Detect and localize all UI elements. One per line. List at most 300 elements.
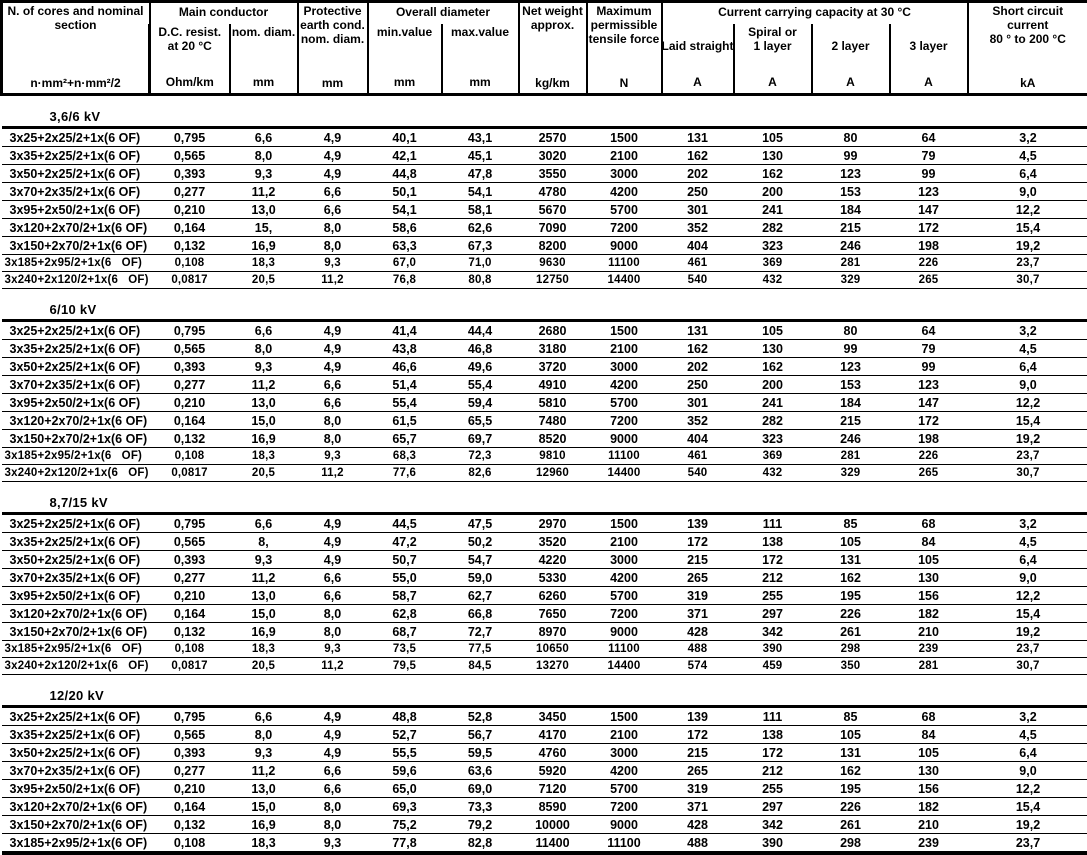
table-row — [2, 358, 1087, 376]
value-cell: 162 — [812, 569, 890, 587]
value-cell: 130 — [890, 569, 968, 587]
header-text: section — [54, 18, 96, 32]
value-cell: 0,132 — [150, 816, 230, 834]
header-text: Spiral or — [748, 25, 797, 39]
value-cell: 9,0 — [968, 183, 1087, 201]
value-cell: 63,3 — [368, 237, 442, 255]
value-cell: 15,4 — [968, 605, 1087, 623]
header-text: approx. — [531, 18, 574, 32]
cable-type-cell: 3x120+2x70/2+1x(6 OF) — [2, 798, 150, 816]
value-cell: 212 — [734, 569, 812, 587]
value-cell: 281 — [890, 658, 968, 675]
value-cell: 10000 — [519, 816, 587, 834]
value-cell: 12960 — [519, 465, 587, 482]
value-cell: 371 — [662, 605, 734, 623]
value-cell: 4220 — [519, 551, 587, 569]
value-cell: 18,3 — [230, 641, 298, 658]
value-cell: 2100 — [587, 726, 662, 744]
value-cell: 261 — [812, 816, 890, 834]
value-cell: 139 — [662, 707, 734, 726]
header-text: 3 layer — [909, 39, 947, 53]
value-cell: 390 — [734, 641, 812, 658]
value-cell: 105 — [734, 128, 812, 147]
value-cell: 47,2 — [368, 533, 442, 551]
value-cell: 202 — [662, 358, 734, 376]
value-cell: 3,2 — [968, 707, 1087, 726]
value-cell: 77,8 — [368, 834, 442, 854]
value-cell: 19,2 — [968, 430, 1087, 448]
value-cell: 80,8 — [442, 272, 519, 289]
table-row — [2, 412, 1087, 430]
value-cell: 8, — [230, 533, 298, 551]
table-row — [2, 726, 1087, 744]
value-cell: 123 — [812, 165, 890, 183]
value-cell: 4,9 — [298, 707, 368, 726]
group-header-main-conductor — [150, 2, 298, 25]
table-row — [2, 605, 1087, 623]
table-row — [2, 183, 1087, 201]
value-cell: 11100 — [587, 834, 662, 854]
value-cell: 4200 — [587, 183, 662, 201]
value-cell: 4,5 — [968, 726, 1087, 744]
value-cell: 131 — [662, 128, 734, 147]
value-cell: 62,6 — [442, 219, 519, 237]
value-cell: 298 — [812, 834, 890, 854]
value-cell: 43,1 — [442, 128, 519, 147]
value-cell: 369 — [734, 448, 812, 465]
value-cell: 23,7 — [968, 834, 1087, 854]
col-header-max-value — [442, 24, 519, 95]
value-cell: 215 — [812, 412, 890, 430]
value-cell: 4,9 — [298, 514, 368, 533]
table-row — [2, 658, 1087, 675]
value-cell: 281 — [812, 255, 890, 272]
section-title: 8,7/15 kV — [2, 482, 1087, 514]
value-cell: 4,9 — [298, 340, 368, 358]
value-cell: 54,7 — [442, 551, 519, 569]
value-cell: 4,9 — [298, 744, 368, 762]
value-cell: 69,3 — [368, 798, 442, 816]
value-cell: 5700 — [587, 587, 662, 605]
value-cell: 82,6 — [442, 465, 519, 482]
value-cell: 59,0 — [442, 569, 519, 587]
value-cell: 59,6 — [368, 762, 442, 780]
value-cell: 172 — [890, 219, 968, 237]
value-cell: 4,9 — [298, 321, 368, 340]
value-cell: 226 — [890, 448, 968, 465]
value-cell: 172 — [734, 744, 812, 762]
value-cell: 11400 — [519, 834, 587, 854]
value-cell: 281 — [812, 448, 890, 465]
value-cell: 0,795 — [150, 321, 230, 340]
header-unit: A — [924, 75, 933, 91]
value-cell: 69,7 — [442, 430, 519, 448]
header-text: nom. diam. — [232, 25, 295, 39]
table-row — [2, 587, 1087, 605]
value-cell: 0,277 — [150, 569, 230, 587]
value-cell: 6,6 — [230, 707, 298, 726]
value-cell: 8,0 — [298, 605, 368, 623]
value-cell: 9000 — [587, 816, 662, 834]
value-cell: 0,108 — [150, 641, 230, 658]
value-cell: 297 — [734, 605, 812, 623]
value-cell: 46,8 — [442, 340, 519, 358]
value-cell: 0,108 — [150, 448, 230, 465]
value-cell: 79 — [890, 147, 968, 165]
value-cell: 9,3 — [230, 551, 298, 569]
cable-type-cell: 3x50+2x25/2+1x(6 OF) — [2, 165, 150, 183]
value-cell: 8590 — [519, 798, 587, 816]
value-cell: 105 — [734, 321, 812, 340]
value-cell: 3020 — [519, 147, 587, 165]
value-cell: 195 — [812, 587, 890, 605]
cable-type-cell: 3x25+2x25/2+1x(6 OF) — [2, 128, 150, 147]
value-cell: 574 — [662, 658, 734, 675]
value-cell: 369 — [734, 255, 812, 272]
value-cell: 15,4 — [968, 798, 1087, 816]
value-cell: 58,7 — [368, 587, 442, 605]
table-row — [2, 533, 1087, 551]
value-cell: 11,2 — [298, 272, 368, 289]
cable-type-cell: 3x185+2x95/2+1x(6 OF) — [2, 641, 150, 658]
value-cell: 1500 — [587, 707, 662, 726]
header-text: Laid straight — [662, 39, 734, 53]
value-cell: 7090 — [519, 219, 587, 237]
value-cell: 6,4 — [968, 744, 1087, 762]
value-cell: 54,1 — [368, 201, 442, 219]
value-cell: 55,4 — [368, 394, 442, 412]
section-header-row — [2, 482, 1087, 514]
value-cell: 265 — [662, 762, 734, 780]
value-cell: 16,9 — [230, 430, 298, 448]
value-cell: 63,6 — [442, 762, 519, 780]
value-cell: 153 — [812, 183, 890, 201]
table-row — [2, 762, 1087, 780]
header-text: current — [1007, 18, 1048, 32]
value-cell: 13,0 — [230, 394, 298, 412]
value-cell: 79,2 — [442, 816, 519, 834]
header-unit: mm — [394, 75, 415, 91]
cable-type-cell: 3x50+2x25/2+1x(6 OF) — [2, 744, 150, 762]
value-cell: 371 — [662, 798, 734, 816]
cable-type-cell: 3x70+2x35/2+1x(6 OF) — [2, 762, 150, 780]
value-cell: 488 — [662, 834, 734, 854]
cable-type-cell: 3x150+2x70/2+1x(6 OF) — [2, 623, 150, 641]
value-cell: 2970 — [519, 514, 587, 533]
col-header-tensile-force — [587, 2, 662, 95]
value-cell: 4,9 — [298, 165, 368, 183]
value-cell: 172 — [662, 726, 734, 744]
value-cell: 131 — [812, 744, 890, 762]
value-cell: 428 — [662, 623, 734, 641]
col-header-cores-section — [2, 2, 150, 95]
value-cell: 58,6 — [368, 219, 442, 237]
value-cell: 99 — [890, 165, 968, 183]
value-cell: 64 — [890, 321, 968, 340]
value-cell: 3720 — [519, 358, 587, 376]
value-cell: 85 — [812, 707, 890, 726]
value-cell: 65,7 — [368, 430, 442, 448]
cable-type-cell: 3x25+2x25/2+1x(6 OF) — [2, 321, 150, 340]
cable-type-cell: 3x95+2x50/2+1x(6 OF) — [2, 587, 150, 605]
value-cell: 4,9 — [298, 551, 368, 569]
value-cell: 0,210 — [150, 201, 230, 219]
value-cell: 4780 — [519, 183, 587, 201]
value-cell: 0,565 — [150, 726, 230, 744]
value-cell: 14400 — [587, 658, 662, 675]
section-title: 3,6/6 kV — [2, 95, 1087, 128]
col-header-2-layer — [812, 24, 890, 95]
value-cell: 184 — [812, 394, 890, 412]
value-cell: 99 — [812, 147, 890, 165]
value-cell: 8,0 — [298, 816, 368, 834]
col-header-min-value — [368, 24, 442, 95]
value-cell: 5330 — [519, 569, 587, 587]
table-row — [2, 340, 1087, 358]
value-cell: 130 — [890, 762, 968, 780]
value-cell: 4,9 — [298, 533, 368, 551]
value-cell: 9,3 — [230, 165, 298, 183]
header-text: N. of cores and nominal — [7, 4, 143, 18]
cable-type-cell: 3x35+2x25/2+1x(6 OF) — [2, 726, 150, 744]
value-cell: 432 — [734, 272, 812, 289]
value-cell: 329 — [812, 465, 890, 482]
cable-type-cell: 3x95+2x50/2+1x(6 OF) — [2, 780, 150, 798]
value-cell: 4760 — [519, 744, 587, 762]
table-row — [2, 514, 1087, 533]
value-cell: 23,7 — [968, 255, 1087, 272]
cable-type-cell: 3x70+2x35/2+1x(6 OF) — [2, 569, 150, 587]
value-cell: 9630 — [519, 255, 587, 272]
value-cell: 55,5 — [368, 744, 442, 762]
cable-type-cell: 3x240+2x120/2+1x(6 OF) — [2, 465, 150, 482]
header-unit: N — [620, 76, 629, 92]
value-cell: 0,393 — [150, 551, 230, 569]
value-cell: 9,3 — [298, 448, 368, 465]
table-row — [2, 394, 1087, 412]
value-cell: 4,9 — [298, 128, 368, 147]
value-cell: 0,132 — [150, 430, 230, 448]
value-cell: 5700 — [587, 780, 662, 798]
col-header-3-layer — [890, 24, 968, 95]
value-cell: 212 — [734, 762, 812, 780]
group-header-overall-diameter — [368, 2, 519, 25]
value-cell: 329 — [812, 272, 890, 289]
value-cell: 250 — [662, 376, 734, 394]
value-cell: 265 — [662, 569, 734, 587]
value-cell: 226 — [890, 255, 968, 272]
value-cell: 0,210 — [150, 394, 230, 412]
value-cell: 301 — [662, 394, 734, 412]
value-cell: 301 — [662, 201, 734, 219]
cable-type-cell: 3x120+2x70/2+1x(6 OF) — [2, 219, 150, 237]
value-cell: 56,7 — [442, 726, 519, 744]
value-cell: 162 — [812, 762, 890, 780]
value-cell: 61,5 — [368, 412, 442, 430]
cable-type-cell: 3x185+2x95/2+1x(6 OF) — [2, 834, 150, 854]
value-cell: 18,3 — [230, 448, 298, 465]
value-cell: 0,164 — [150, 219, 230, 237]
header-text: at 20 °C — [168, 39, 212, 53]
value-cell: 2100 — [587, 533, 662, 551]
value-cell: 23,7 — [968, 641, 1087, 658]
value-cell: 8,0 — [298, 237, 368, 255]
value-cell: 172 — [890, 412, 968, 430]
header-text: permissible — [591, 18, 658, 32]
value-cell: 73,3 — [442, 798, 519, 816]
col-header-protective-earth — [298, 2, 368, 95]
col-header-net-weight — [519, 2, 587, 95]
value-cell: 51,4 — [368, 376, 442, 394]
value-cell: 4,5 — [968, 340, 1087, 358]
value-cell: 215 — [662, 551, 734, 569]
cable-type-cell: 3x50+2x25/2+1x(6 OF) — [2, 551, 150, 569]
header-text: tensile force — [589, 32, 660, 46]
value-cell: 6,6 — [298, 376, 368, 394]
value-cell: 8,0 — [230, 726, 298, 744]
value-cell: 200 — [734, 183, 812, 201]
value-cell: 3000 — [587, 744, 662, 762]
value-cell: 323 — [734, 430, 812, 448]
value-cell: 12,2 — [968, 394, 1087, 412]
value-cell: 0,277 — [150, 762, 230, 780]
value-cell: 342 — [734, 623, 812, 641]
value-cell: 47,5 — [442, 514, 519, 533]
table-row — [2, 219, 1087, 237]
value-cell: 8,0 — [298, 430, 368, 448]
value-cell: 3450 — [519, 707, 587, 726]
value-cell: 3550 — [519, 165, 587, 183]
value-cell: 11,2 — [230, 569, 298, 587]
value-cell: 11100 — [587, 641, 662, 658]
value-cell: 226 — [812, 605, 890, 623]
value-cell: 0,132 — [150, 623, 230, 641]
value-cell: 16,9 — [230, 623, 298, 641]
table-row — [2, 201, 1087, 219]
value-cell: 68,3 — [368, 448, 442, 465]
value-cell: 6,6 — [298, 394, 368, 412]
value-cell: 67,0 — [368, 255, 442, 272]
value-cell: 5920 — [519, 762, 587, 780]
value-cell: 2570 — [519, 128, 587, 147]
value-cell: 282 — [734, 412, 812, 430]
value-cell: 10650 — [519, 641, 587, 658]
value-cell: 19,2 — [968, 623, 1087, 641]
table-row — [2, 834, 1087, 854]
value-cell: 428 — [662, 816, 734, 834]
value-cell: 156 — [890, 780, 968, 798]
table-row — [2, 272, 1087, 289]
value-cell: 45,1 — [442, 147, 519, 165]
value-cell: 182 — [890, 798, 968, 816]
value-cell: 319 — [662, 780, 734, 798]
value-cell: 77,6 — [368, 465, 442, 482]
value-cell: 23,7 — [968, 448, 1087, 465]
value-cell: 390 — [734, 834, 812, 854]
value-cell: 0,393 — [150, 358, 230, 376]
value-cell: 2100 — [587, 147, 662, 165]
value-cell: 4200 — [587, 762, 662, 780]
value-cell: 44,8 — [368, 165, 442, 183]
value-cell: 6,6 — [230, 321, 298, 340]
value-cell: 0,0817 — [150, 465, 230, 482]
value-cell: 239 — [890, 641, 968, 658]
value-cell: 20,5 — [230, 272, 298, 289]
table-row — [2, 551, 1087, 569]
value-cell: 30,7 — [968, 465, 1087, 482]
value-cell: 404 — [662, 430, 734, 448]
value-cell: 8520 — [519, 430, 587, 448]
value-cell: 5810 — [519, 394, 587, 412]
cable-type-cell: 3x35+2x25/2+1x(6 OF) — [2, 533, 150, 551]
value-cell: 6,6 — [298, 587, 368, 605]
value-cell: 255 — [734, 780, 812, 798]
value-cell: 138 — [734, 726, 812, 744]
value-cell: 432 — [734, 465, 812, 482]
value-cell: 13,0 — [230, 587, 298, 605]
value-cell: 210 — [890, 623, 968, 641]
value-cell: 9,3 — [298, 834, 368, 854]
value-cell: 0,795 — [150, 514, 230, 533]
value-cell: 85 — [812, 514, 890, 533]
value-cell: 123 — [890, 183, 968, 201]
header-text: nom. diam. — [301, 32, 364, 46]
value-cell: 9,3 — [230, 744, 298, 762]
value-cell: 79,5 — [368, 658, 442, 675]
value-cell: 6,6 — [230, 128, 298, 147]
value-cell: 131 — [812, 551, 890, 569]
value-cell: 111 — [734, 707, 812, 726]
value-cell: 14400 — [587, 272, 662, 289]
value-cell: 0,277 — [150, 376, 230, 394]
value-cell: 30,7 — [968, 272, 1087, 289]
header-unit: mm — [253, 75, 274, 91]
value-cell: 7200 — [587, 412, 662, 430]
header-text: earth cond. — [300, 18, 365, 32]
value-cell: 48,8 — [368, 707, 442, 726]
value-cell: 111 — [734, 514, 812, 533]
value-cell: 8,0 — [298, 412, 368, 430]
value-cell: 12,2 — [968, 780, 1087, 798]
value-cell: 5700 — [587, 394, 662, 412]
value-cell: 282 — [734, 219, 812, 237]
value-cell: 7200 — [587, 605, 662, 623]
cable-type-cell: 3x185+2x95/2+1x(6 OF) — [2, 255, 150, 272]
value-cell: 80 — [812, 128, 890, 147]
value-cell: 30,7 — [968, 658, 1087, 675]
value-cell: 6,4 — [968, 551, 1087, 569]
value-cell: 0,393 — [150, 744, 230, 762]
header-unit: kA — [1020, 76, 1035, 92]
value-cell: 20,5 — [230, 658, 298, 675]
value-cell: 71,0 — [442, 255, 519, 272]
value-cell: 65,5 — [442, 412, 519, 430]
value-cell: 68,7 — [368, 623, 442, 641]
value-cell: 11,2 — [230, 376, 298, 394]
table-row — [2, 569, 1087, 587]
header-row-groups — [2, 2, 1087, 25]
value-cell: 3,2 — [968, 128, 1087, 147]
value-cell: 6,6 — [298, 569, 368, 587]
value-cell: 75,2 — [368, 816, 442, 834]
value-cell: 12,2 — [968, 587, 1087, 605]
header-text: Maximum — [596, 4, 651, 18]
section-header-row — [2, 675, 1087, 707]
table-row — [2, 147, 1087, 165]
value-cell: 15,0 — [230, 605, 298, 623]
value-cell: 9,3 — [230, 358, 298, 376]
value-cell: 0,108 — [150, 834, 230, 854]
